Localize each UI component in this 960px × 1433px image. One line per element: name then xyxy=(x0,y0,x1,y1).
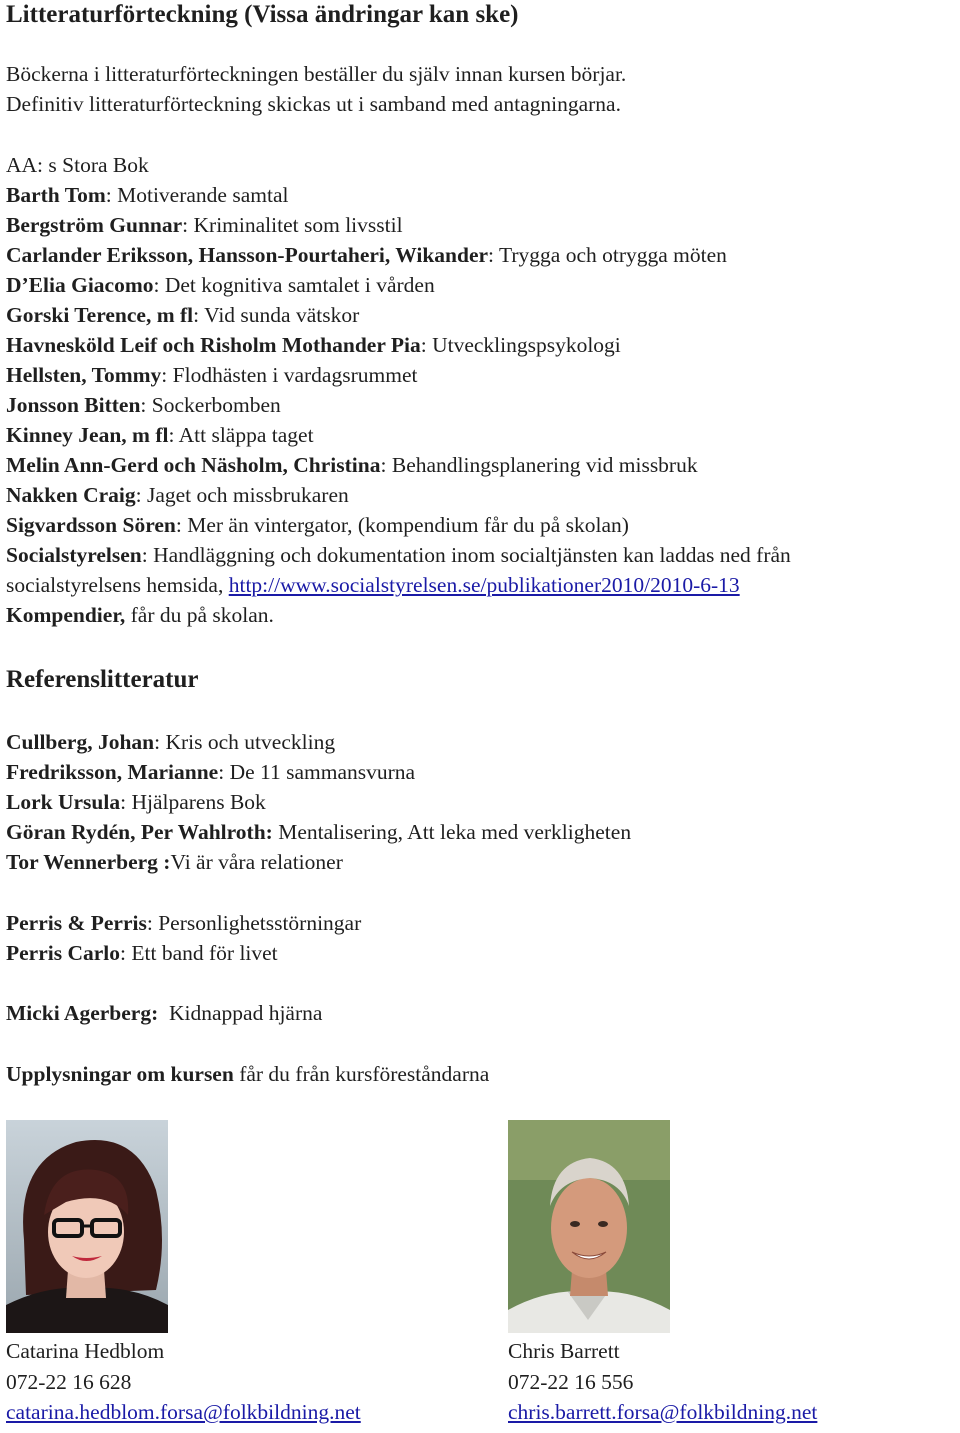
intro-line-2: Definitiv litteraturförteckning skickas ut i samband med antagningarna. xyxy=(6,92,621,116)
reference-title: Vi är våra relationer xyxy=(170,850,343,874)
reference-title: : Hjälparens Bok xyxy=(120,790,266,814)
reference-item xyxy=(6,757,415,787)
book-item xyxy=(6,300,359,330)
book-title: : Behandlingsplanering vid missbruk xyxy=(380,453,698,477)
book-item xyxy=(6,270,435,300)
book-title: : Motiverande samtal xyxy=(105,183,289,207)
book-author: Bergström Gunnar xyxy=(6,213,183,237)
book-title: : Mer än vintergator, (kompendium får du på skolan) xyxy=(175,513,629,537)
reference-author: Micki Agerberg: xyxy=(6,1001,159,1025)
reference-item xyxy=(6,938,278,968)
book-item xyxy=(6,450,698,480)
page-title: Litteraturförteckning (Vissa ändringar kan ske) xyxy=(6,1,519,28)
kompendier-line xyxy=(6,600,274,630)
reference-item xyxy=(6,908,361,938)
book-item xyxy=(6,540,791,570)
book-title: : Det kognitiva samtalet i vården xyxy=(153,273,435,297)
book-author: D’Elia Giacomo xyxy=(6,273,154,297)
reference-author: Perris & Perris xyxy=(6,911,147,935)
book-author: Sigvardsson Sören xyxy=(6,513,176,537)
book-author: Hellsten, Tommy xyxy=(6,363,162,387)
reference-item xyxy=(6,817,631,847)
book-item xyxy=(6,390,281,420)
contact-email-link[interactable]: chris.barrett.forsa@folkbildning.net xyxy=(508,1400,818,1424)
contact-chris xyxy=(508,1336,817,1428)
book-author: Gorski Terence, m fl xyxy=(6,303,194,327)
book-title: : Flodhästen i vardagsrummet xyxy=(161,363,418,387)
info-bold: Upplysningar om kursen xyxy=(6,1062,234,1086)
book-item xyxy=(6,480,349,510)
intro-line-1: Böckerna i litteraturförteckningen beställer du själv innan kursen börjar. xyxy=(6,62,627,86)
book-item xyxy=(6,150,149,180)
reference-title: Kidnappad hjärna xyxy=(158,1001,323,1025)
book-title: : Kriminalitet som livsstil xyxy=(182,213,403,237)
book-author: Jonsson Bitten xyxy=(6,393,141,417)
reference-author: Perris Carlo xyxy=(6,941,121,965)
book-item-cont xyxy=(6,570,740,600)
contact-phone: 072-22 16 556 xyxy=(508,1369,634,1394)
book-item xyxy=(6,360,417,390)
reference-heading: Referenslitteratur xyxy=(6,666,199,693)
kompendier-label: Kompendier, xyxy=(6,603,126,627)
book-item xyxy=(6,510,629,540)
reference-author: Lork Ursula xyxy=(6,790,121,814)
reference-author: Fredriksson, Marianne xyxy=(6,760,219,784)
reference-item xyxy=(6,998,322,1028)
info-line xyxy=(6,1059,489,1089)
kompendier-text: får du på skolan. xyxy=(125,603,274,627)
book-title: : Vid sunda vätskor xyxy=(193,303,360,327)
book-title: : Trygga och otrygga möten xyxy=(488,243,727,267)
book-author: Kinney Jean, m fl xyxy=(6,423,169,447)
contact-phone: 072-22 16 628 xyxy=(6,1369,132,1394)
contact-email-link[interactable]: catarina.hedblom.forsa@folkbildning.net xyxy=(6,1400,361,1424)
contact-catarina xyxy=(6,1336,361,1428)
book-author: Socialstyrelsen xyxy=(6,543,142,567)
book-author: Havnesköld Leif och Risholm Mothander Pia xyxy=(6,333,421,357)
book-title: : Sockerbomben xyxy=(140,393,281,417)
book-title: AA: s Stora Bok xyxy=(6,153,149,177)
book-author: Barth Tom xyxy=(6,183,106,207)
book-item xyxy=(6,210,403,240)
book-title: : Jaget och missbrukaren xyxy=(135,483,349,507)
socialstyrelsen-link[interactable]: http://www.socialstyrelsen.se/publikationer2010/2010-6-13 xyxy=(228,573,740,597)
book-item xyxy=(6,420,314,450)
catarina-photo xyxy=(6,1120,168,1333)
book-author: Nakken Craig xyxy=(6,483,136,507)
book-title: : Handläggning och dokumentation inom socialtjänsten kan laddas ned från xyxy=(141,543,791,567)
reference-item xyxy=(6,727,335,757)
book-title: : Att släppa taget xyxy=(168,423,314,447)
reference-title: : Kris och utveckling xyxy=(154,730,336,754)
contact-name: Catarina Hedblom xyxy=(6,1339,165,1363)
reference-author: Göran Rydén, Per Wahlroth: xyxy=(6,820,273,844)
reference-author: Tor Wennerberg : xyxy=(6,850,171,874)
book-title: : Utvecklingspsykologi xyxy=(420,333,621,357)
contact-name: Chris Barrett xyxy=(508,1339,620,1363)
info-text: får du från kursföreståndarna xyxy=(233,1062,490,1086)
reference-item xyxy=(6,847,343,877)
reference-author: Cullberg, Johan xyxy=(6,730,155,754)
reference-title: : De 11 sammansvurna xyxy=(218,760,416,784)
book-author: Carlander Eriksson, Hansson-Pourtaheri, Wikander xyxy=(6,243,489,267)
reference-item xyxy=(6,787,266,817)
reference-title: : Personlighetsstörningar xyxy=(146,911,362,935)
socialstyrelsen-text: socialstyrelsens hemsida, xyxy=(6,573,229,597)
book-item xyxy=(6,180,288,210)
book-author: Melin Ann-Gerd och Näsholm, Christina xyxy=(6,453,381,477)
chris-photo xyxy=(508,1120,670,1333)
book-item xyxy=(6,330,621,360)
book-item xyxy=(6,240,727,270)
reference-title: : Ett band för livet xyxy=(120,941,278,965)
reference-title: Mentalisering, Att leka med verkligheten xyxy=(272,820,632,844)
